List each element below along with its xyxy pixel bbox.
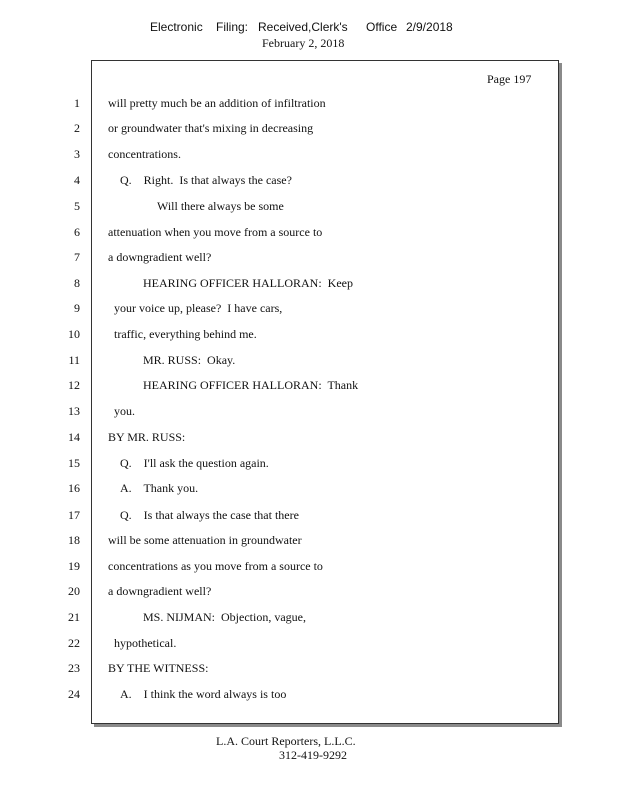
transcript-line-text: hypothetical. <box>114 636 177 650</box>
stamp-date: 2/9/2018 <box>406 20 453 34</box>
court-reporter-phone: 312-419-9292 <box>279 748 347 762</box>
transcript-line-text: a downgradient well? <box>108 250 212 264</box>
transcript-line-text: or groundwater that's mixing in decreasing <box>108 121 314 135</box>
transcript-line-text: your voice up, please? I have cars, <box>114 301 283 315</box>
line-number: 19 <box>68 559 80 573</box>
line-number: 3 <box>74 147 80 161</box>
line-number: 5 <box>74 199 80 213</box>
transcript-line-text: BY MR. RUSS: <box>108 430 186 444</box>
transcript-line-text: you. <box>114 404 135 418</box>
transcript-line-text: A. I think the word always is too <box>120 687 287 701</box>
line-number: 4 <box>74 173 80 187</box>
court-reporter-name: L.A. Court Reporters, L.L.C. <box>216 734 356 748</box>
page-number: Page 197 <box>487 72 532 86</box>
line-number: 7 <box>74 250 80 264</box>
transcript-line-text: traffic, everything behind me. <box>114 327 257 341</box>
line-number: 23 <box>68 661 80 675</box>
electronic-filing-stamp <box>0 20 618 36</box>
line-number: 2 <box>74 121 80 135</box>
line-number: 6 <box>74 225 80 239</box>
line-number: 16 <box>68 481 80 495</box>
line-number: 17 <box>68 508 80 522</box>
line-number: 13 <box>68 404 80 418</box>
line-number: 11 <box>68 353 80 367</box>
transcript-line-text: HEARING OFFICER HALLORAN: Thank <box>143 378 359 392</box>
stamp-received: Received,Clerk's <box>258 20 348 34</box>
transcript-line-text: attenuation when you move from a source to <box>108 225 323 239</box>
stamp-office: Office <box>366 20 398 34</box>
transcript-line-text: a downgradient well? <box>108 584 212 598</box>
line-number: 8 <box>74 276 80 290</box>
line-number: 12 <box>68 378 80 392</box>
line-number: 9 <box>74 301 80 315</box>
transcript-line-text: Q. Right. Is that always the case? <box>120 173 292 187</box>
line-number: 15 <box>68 456 80 470</box>
stamp-electronic: Electronic <box>150 20 203 34</box>
stamp-filing: Filing: <box>216 20 249 34</box>
transcript-line-text: BY THE WITNESS: <box>108 661 209 675</box>
line-number: 24 <box>68 687 80 701</box>
line-number: 1 <box>74 96 80 110</box>
line-number: 18 <box>68 533 80 547</box>
transcript-line-text: concentrations as you move from a source to <box>108 559 323 573</box>
transcript-line-text: Q. Is that always the case that there <box>120 508 299 522</box>
line-number: 14 <box>68 430 80 444</box>
transcript-line-text: MS. NIJMAN: Objection, vague, <box>143 610 306 624</box>
transcript-line-text: concentrations. <box>108 147 181 161</box>
line-number: 22 <box>68 636 80 650</box>
line-number: 10 <box>68 327 80 341</box>
transcript-line-text: will pretty much be an addition of infiltration <box>108 96 326 110</box>
transcript-line-text: Will there always be some <box>157 199 284 213</box>
line-number: 20 <box>68 584 80 598</box>
transcript-line-text: Q. I'll ask the question again. <box>120 456 269 470</box>
transcript-line-text: will be some attenuation in groundwater <box>108 533 302 547</box>
transcript-date: February 2, 2018 <box>262 36 345 50</box>
transcript-line-text: A. Thank you. <box>120 481 199 495</box>
line-number: 21 <box>68 610 80 624</box>
transcript-line-text: HEARING OFFICER HALLORAN: Keep <box>143 276 353 290</box>
transcript-line-text: MR. RUSS: Okay. <box>143 353 236 367</box>
